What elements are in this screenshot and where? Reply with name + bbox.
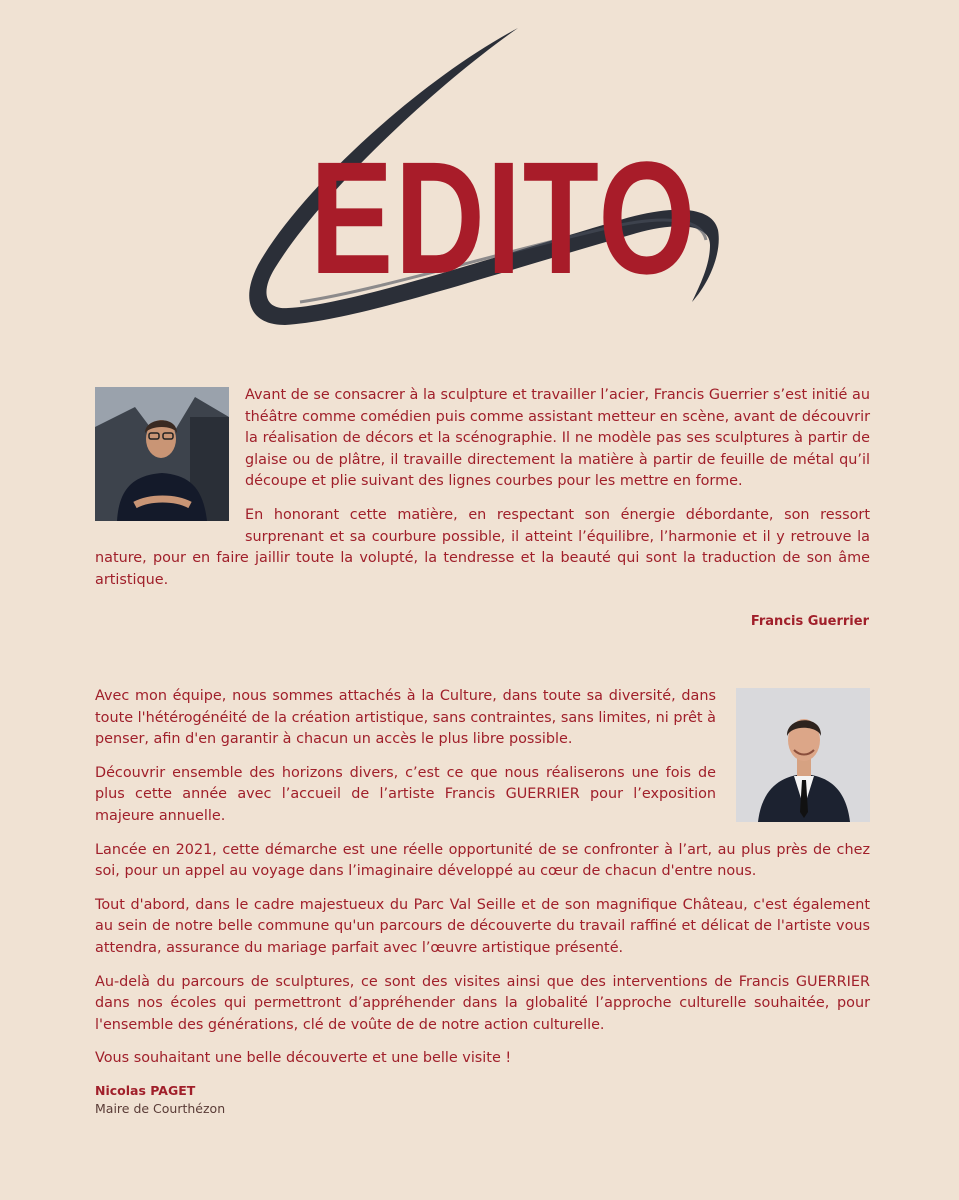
mayor-name: Nicolas PAGET: [95, 1083, 196, 1098]
artist-paragraph-1: Avant de se consacrer à la sculpture et travailler l’acier, Francis Guerrier s’est initié au théâtre comme comédien puis comme assistant metteur en scène, avant de découvrir la réalisation de décors et la scénographie. Il ne modèle pas ses sculptures à partir de glaise ou de plâtre, il travaille directement la matière à partir de feuille de métal qu’il découpe et plie suivant des lignes courbes pour les mettre en forme.: [245, 387, 870, 490]
mayor-paragraph-3: Lancée en 2021, cette démarche est une réelle opportunité de se confronter à l’art, au plus près de chez soi, pour un appel au voyage dans l’imaginaire développé au cœur de chacun d'entre nous.: [95, 841, 870, 880]
page-title: EDITO: [310, 128, 697, 307]
artist-paragraph-2: En honorant cette matière, en respectant son énergie débordante, son ressort surprenant et sa courbure possible, il atteint l’équilibre, l’harmonie et il y retrouve la nature, pour en faire jaillir toute la volupté, la tendresse et la beauté qui sont la traduction de son âme artistique.: [95, 506, 870, 588]
artist-section: [95, 385, 870, 603]
mayor-paragraph-5: Au-delà du parcours de sculptures, ce sont des visites ainsi que des interventions de Francis GUERRIER dans nos écoles qui permettront d’appréhender dans la globalité l’approche culturelle souhaitée, pour l'ensemble des générations, clé de voûte de de notre action culturelle.: [95, 973, 870, 1033]
mayor-paragraph-4: Tout d'abord, dans le cadre majestueux du Parc Val Seille et de son magnifique Château, c'est également au sein de notre belle commune qu'un parcours de découverte du travail raffiné et délicat de l'artiste vous attendra, assurance du mariage parfait avec l’œuvre artistique présenté.: [95, 896, 870, 956]
edito-header: [240, 20, 720, 340]
mayor-photo: [736, 688, 870, 822]
mayor-paragraph-6: Vous souhaitant une belle découverte et une belle visite !: [95, 1050, 512, 1067]
artist-signature: Francis Guerrier: [750, 614, 869, 629]
mayor-signature: [95, 1082, 225, 1118]
mayor-paragraph-2: Découvrir ensemble des horizons divers, c’est ce que nous réaliserons une fois de plus cette année avec l’accueil de l’artiste Francis GUERRIER pour l’exposition majeure annuelle.: [95, 764, 716, 824]
mayor-paragraph-1: Avec mon équipe, nous sommes attachés à la Culture, dans toute sa diversité, dans toute l'hétérogénéité de la création artistique, sans contraintes, sans limites, ni prêt à penser, afin d'en garantir à chacun un accès le plus libre possible.: [95, 688, 716, 748]
mayor-role: Maire de Courthézon: [95, 1101, 226, 1116]
artist-photo: [95, 387, 229, 521]
mayor-section: [95, 686, 870, 1082]
